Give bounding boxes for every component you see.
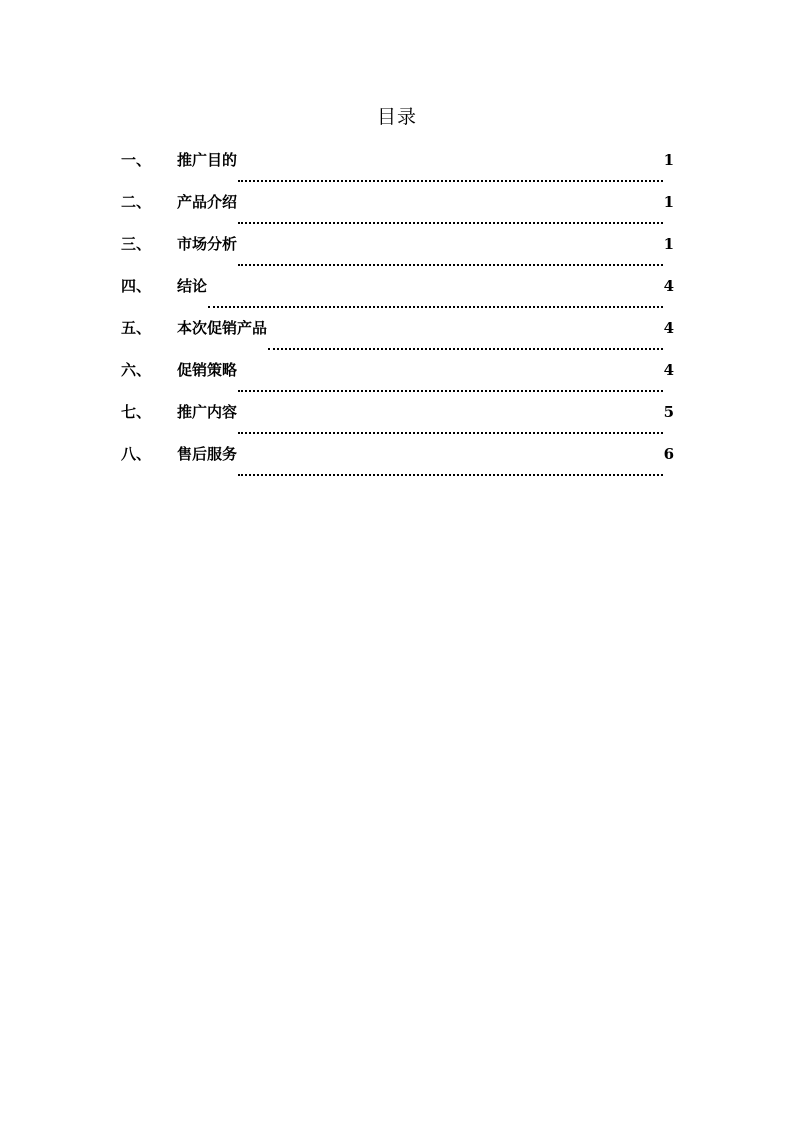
toc-entry-number: 八、 <box>121 445 152 463</box>
toc-entry-page: 1 <box>663 193 674 211</box>
toc-entry-number: 三、 <box>121 235 152 253</box>
toc-entry-page: 5 <box>663 403 674 421</box>
toc-entry-page: 4 <box>663 361 674 379</box>
toc-entry-number: 七、 <box>121 403 152 421</box>
toc-entry-number: 一、 <box>121 151 152 169</box>
toc-entry-number: 四、 <box>121 277 152 295</box>
toc-entry-number: 五、 <box>121 319 152 337</box>
toc-dot-leader <box>238 206 663 224</box>
toc-entry-label: 本次促销产品 <box>177 319 268 337</box>
toc-entry-label: 推广目的 <box>177 151 238 169</box>
toc-dot-leader <box>238 458 663 476</box>
toc-entry-number: 六、 <box>121 361 152 379</box>
toc-entry[interactable] <box>121 442 674 484</box>
toc-entry-page: 1 <box>663 235 674 253</box>
toc-entry[interactable] <box>121 148 674 190</box>
toc-entry[interactable] <box>121 316 674 358</box>
toc-entry-page: 4 <box>663 319 674 337</box>
toc-entry-label: 结论 <box>177 277 208 295</box>
table-of-contents <box>121 148 674 484</box>
toc-entry-label: 产品介绍 <box>177 193 238 211</box>
toc-entry[interactable] <box>121 358 674 400</box>
toc-entry-label: 推广内容 <box>177 403 238 421</box>
toc-dot-leader <box>238 374 663 392</box>
toc-entry[interactable] <box>121 400 674 442</box>
toc-entry-label: 市场分析 <box>177 235 238 253</box>
toc-dot-leader <box>268 332 663 350</box>
toc-entry-page: 1 <box>663 151 674 169</box>
toc-dot-leader <box>208 290 663 308</box>
toc-entry-label: 促销策略 <box>177 361 238 379</box>
toc-entry[interactable] <box>121 190 674 232</box>
toc-entry[interactable] <box>121 274 674 316</box>
toc-entry-page: 6 <box>663 445 674 463</box>
toc-entry-label: 售后服务 <box>177 445 238 463</box>
toc-entry-number: 二、 <box>121 193 152 211</box>
toc-title: 目录 <box>376 106 417 128</box>
toc-dot-leader <box>238 416 663 434</box>
toc-entry[interactable] <box>121 232 674 274</box>
toc-dot-leader <box>238 164 663 182</box>
toc-dot-leader <box>238 248 663 266</box>
toc-entry-page: 4 <box>663 277 674 295</box>
